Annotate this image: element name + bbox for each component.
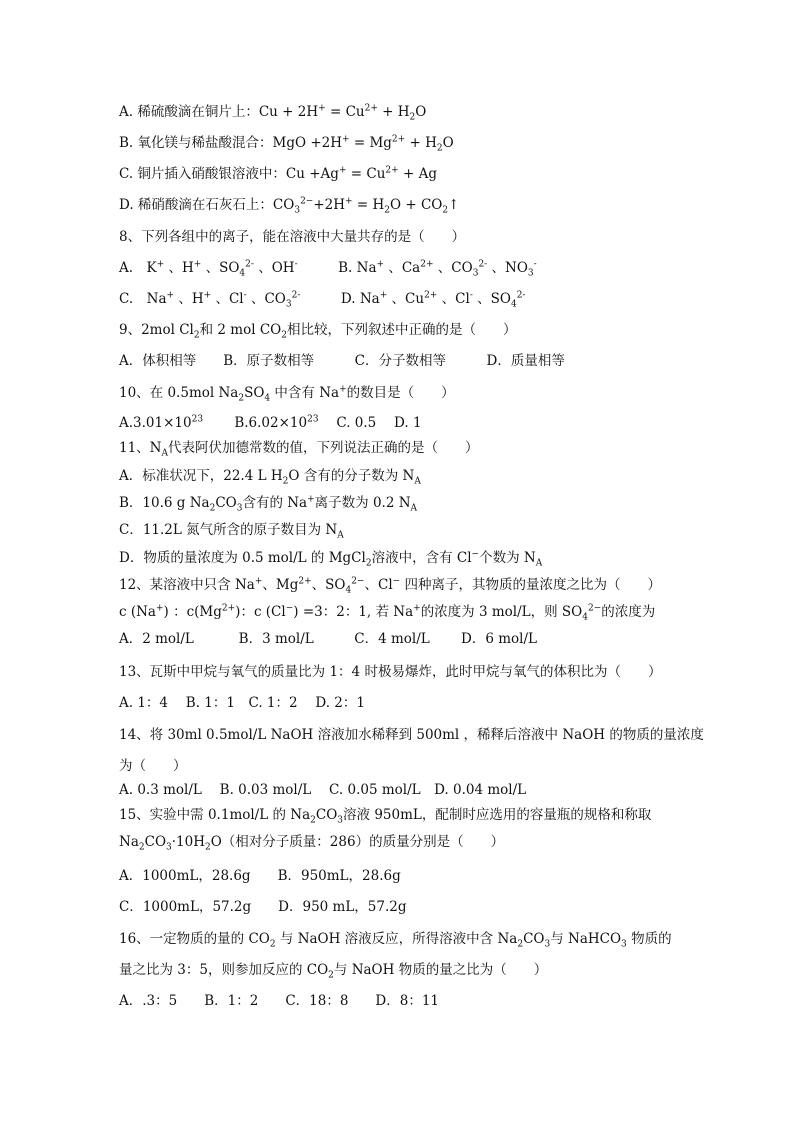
options-14: A. 0.3 mol/L B. 0.03 mol/L C. 0.05 mol/L D. 0.04 mol/L	[119, 782, 527, 798]
question-9: 9、2mol $Cl_2$和 2 mol $CO_2$相比较，下列叙述中正确的是（ ）	[119, 322, 517, 341]
question-10: 10、在 0.5mol $Na_2SO_4$ 中含有 Na+的数目是（ ）	[119, 384, 455, 404]
question-12-line2: c (Na+) ：$c(Mg^{2+})$：c (Cl−) =3：2：1, 若 Na+的浓度为 3 mol/L，则 $SO_4^{2-}$的浓度为	[119, 603, 656, 623]
option-7a: A. 稀硫酸滴在铜片上：$Cu + 2H^+ = Cu^{2+} + H_2O$	[119, 103, 427, 123]
option-7b: B. 氧化镁与稀盐酸混合：MgO $+2H^+ = Mg^{2+} + H_2O$	[119, 134, 454, 154]
question-14-line1: 14、将 30ml 0.5mol/L NaOH 溶液加水稀释到 500ml ，稀释后溶液中 NaOH 的物质的量浓度	[119, 727, 704, 743]
option-11d: D．物质的量浓度为 0.5 mol/L 的 MgCl$_2$溶液中，含有 Cl−个数为 $N_A$	[119, 549, 543, 569]
question-13: 13、瓦斯中甲烷与氧气的质量比为 1：4 时极易爆炸，此时甲烷与氧气的体积比为（ ）	[119, 664, 662, 680]
option-7d: D. 稀硝酸滴在石灰石上：$CO_3^{2-}+2H^+ = H_2O$ + $CO_2↑$	[119, 196, 460, 216]
question-12-line1: 12、某溶液中只含 Na+、$Mg^{2+}$、$SO_4^{2-}$、Cl− 四种离子，其物质的量浓度之比为（ ）	[119, 576, 661, 596]
options-9: A．体积相等 B．原子数相等 C．分子数相等 D．质量相等	[119, 353, 565, 369]
option-11a: A．标准状况下，22.4 L $H_2O$ 含有的分子数为 $N_A$	[119, 468, 421, 487]
options-8-cd: C. Na+ 、H+ 、Cl- 、$CO_3^{2-}$ D. Na+ 、$Cu^{2+}$ 、Cl- 、$SO_4^{2-}$	[119, 290, 526, 310]
question-15-line1: 15、实验中需 0.1mol/L 的 $Na_2CO_3$溶液 950mL，配制时应选用的容量瓶的规格和称取	[119, 807, 652, 826]
question-8: 8、下列各组中的离子，能在溶液中大量共存的是（ ）	[119, 229, 466, 245]
option-7c: C. 铜片插入硝酸银溶液中：$Cu +Ag^+ = Cu^{2+} + Ag$	[119, 165, 437, 182]
question-11: 11、$N_A$代表阿伏加德常数的值，下列说法正确的是（ ）	[119, 440, 479, 459]
options-12: A．2 mol/L B．3 mol/L C．4 mol/L D．6 mol/L	[119, 631, 537, 647]
options-10: $A.3.01\times 10^{23}$ $B.6.02\times 10^{23}$ C. 0.5 D. 1	[119, 414, 422, 431]
options-16: A．.3：5 B．1：2 C．18：8 D．8：11	[119, 993, 440, 1009]
options-13: A. 1：4 B. 1：1 C. 1：2 D. 2：1	[119, 695, 365, 711]
question-15-line2: $Na_2CO_3\cdot 10H_2O$（相对分子质量：286）的质量分别是（ ）	[119, 834, 505, 853]
options-15-cd: C．1000mL，57.2g D．950 mL，57.2g	[119, 899, 407, 915]
question-16-line1: 16、一定物质的量的 $CO_2$ 与 NaOH 溶液反应，所得溶液中含 $Na_2CO_3$与 NaHCO$_3$ 物质的	[119, 931, 672, 950]
options-8-ab: A. K+ 、H+ 、$SO_4^{2-}$ 、OH- B. Na+ 、$Ca^{2+}$ 、$CO_3^{2-}$ 、$NO_3^-$	[119, 259, 537, 279]
option-11b: B．10.6 g $Na_2CO_3$含有的 Na+离子数为 0.2 $N_A$	[119, 494, 418, 514]
question-16-line2: 量之比为 3：5，则参加反应的 $CO_2$与 NaOH 物质的量之比为（ ）	[119, 962, 548, 981]
option-11c: C．11.2L 氮气所含的原子数目为 $N_A$	[119, 522, 344, 541]
question-14-line2: 为（ ）	[119, 758, 187, 774]
options-15-ab: A．1000mL，28.6g B．950mL，28.6g	[119, 868, 401, 884]
